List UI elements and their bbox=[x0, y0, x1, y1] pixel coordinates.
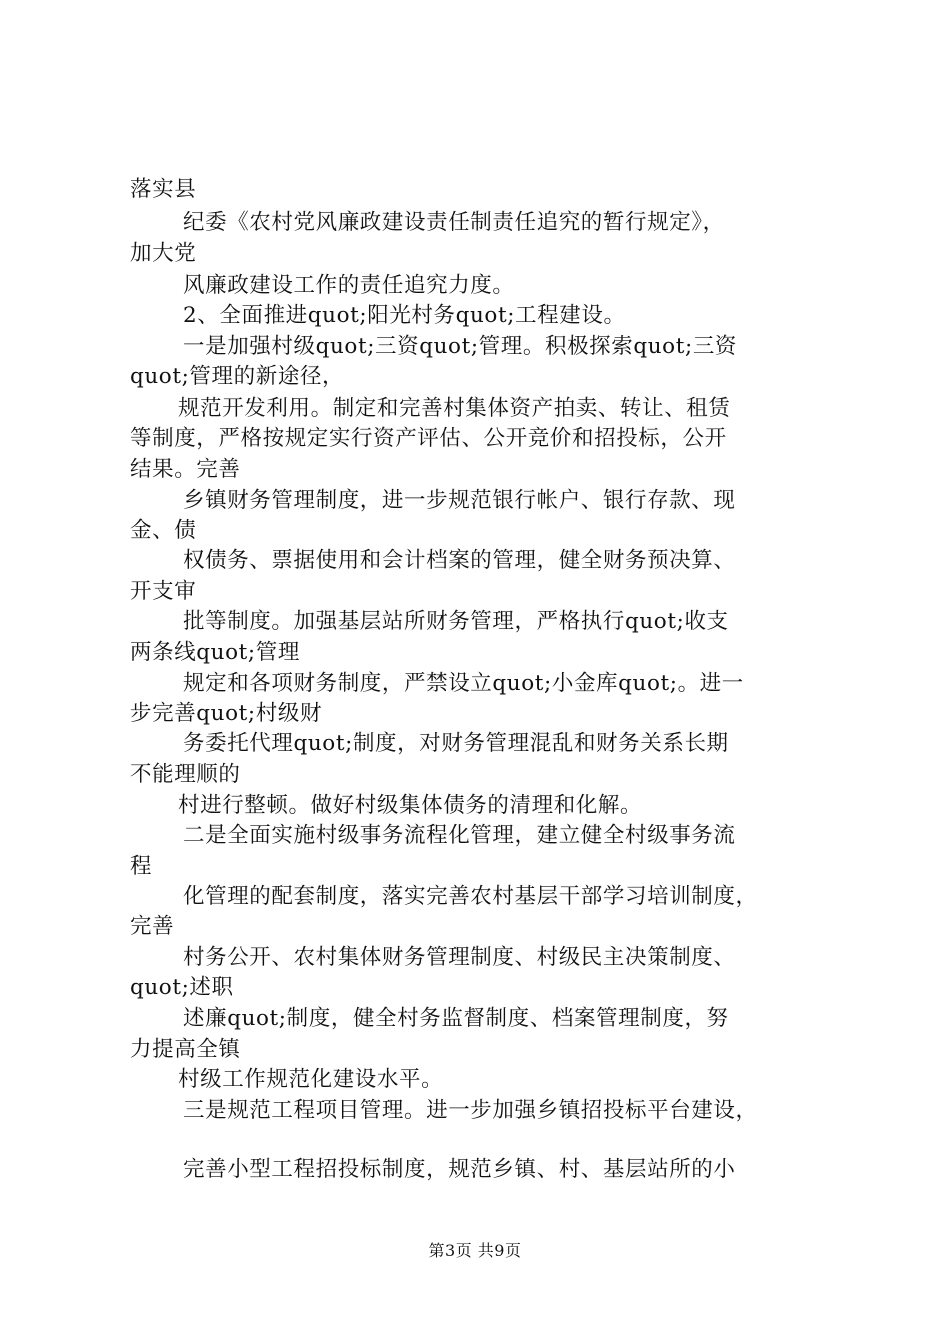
text-line: 两条线quot;管理 bbox=[130, 640, 300, 665]
text-line: 程 bbox=[130, 854, 153, 879]
text-line: 规定和各项财务制度，严禁设立quot;小金库quot;。进一 bbox=[183, 671, 744, 696]
text-line: 风廉政建设工作的责任追究力度。 bbox=[183, 273, 515, 298]
text-line: 权债务、票据使用和会计档案的管理，健全财务预决算、 bbox=[183, 548, 736, 573]
text-line: quot;述职 bbox=[130, 975, 234, 1000]
text-line: 三是规范工程项目管理。进一步加强乡镇招投标平台建设， bbox=[183, 1098, 758, 1123]
text-line: 金、债 bbox=[130, 518, 197, 543]
text-line: 不能理顺的 bbox=[130, 762, 241, 787]
text-line: 纪委《农村党风廉政建设责任制责任追究的暂行规定》， bbox=[183, 210, 725, 235]
text-line: 乡镇财务管理制度，进一步规范银行帐户、银行存款、现 bbox=[183, 488, 736, 513]
text-line: quot;管理的新途径， bbox=[130, 364, 345, 389]
text-line: 加大党 bbox=[130, 241, 197, 266]
text-line: 结果。完善 bbox=[130, 457, 241, 482]
text-line: 村级工作规范化建设水平。 bbox=[178, 1067, 444, 1092]
text-line: 村进行整顿。做好村级集体债务的清理和化解。 bbox=[178, 793, 643, 818]
text-line: 落实县 bbox=[130, 177, 197, 202]
text-line: 批等制度。加强基层站所财务管理，严格执行quot;收支 bbox=[183, 609, 729, 634]
text-line: 规范开发利用。制定和完善村集体资产拍卖、转让、租赁 bbox=[178, 396, 731, 421]
text-line: 化管理的配套制度，落实完善农村基层干部学习培训制度， bbox=[183, 884, 758, 909]
text-line: 述廉quot;制度，健全村务监督制度、档案管理制度，努 bbox=[183, 1006, 729, 1031]
text-line: 开支审 bbox=[130, 579, 197, 604]
text-line: 务委托代理quot;制度，对财务管理混乱和财务关系长期 bbox=[183, 731, 729, 756]
text-line: 力提高全镇 bbox=[130, 1037, 241, 1062]
text-line: 村务公开、农村集体财务管理制度、村级民主决策制度、 bbox=[183, 945, 736, 970]
text-line: 步完善quot;村级财 bbox=[130, 701, 323, 726]
text-line: 二是全面实施村级事务流程化管理，建立健全村级事务流 bbox=[183, 823, 736, 848]
text-line: 2、全面推进quot;阳光村务quot;工程建设。 bbox=[183, 303, 626, 328]
text-line: 完善小型工程招投标制度，规范乡镇、村、基层站所的小 bbox=[183, 1157, 736, 1182]
text-line: 完善 bbox=[130, 914, 175, 939]
page-number: 第3页 共9页 bbox=[428, 1241, 522, 1260]
text-line: 一是加强村级quot;三资quot;管理。积极探索quot;三资 bbox=[183, 334, 738, 359]
text-line: 等制度，严格按规定实行资产评估、公开竞价和招投标，公开 bbox=[130, 426, 727, 451]
